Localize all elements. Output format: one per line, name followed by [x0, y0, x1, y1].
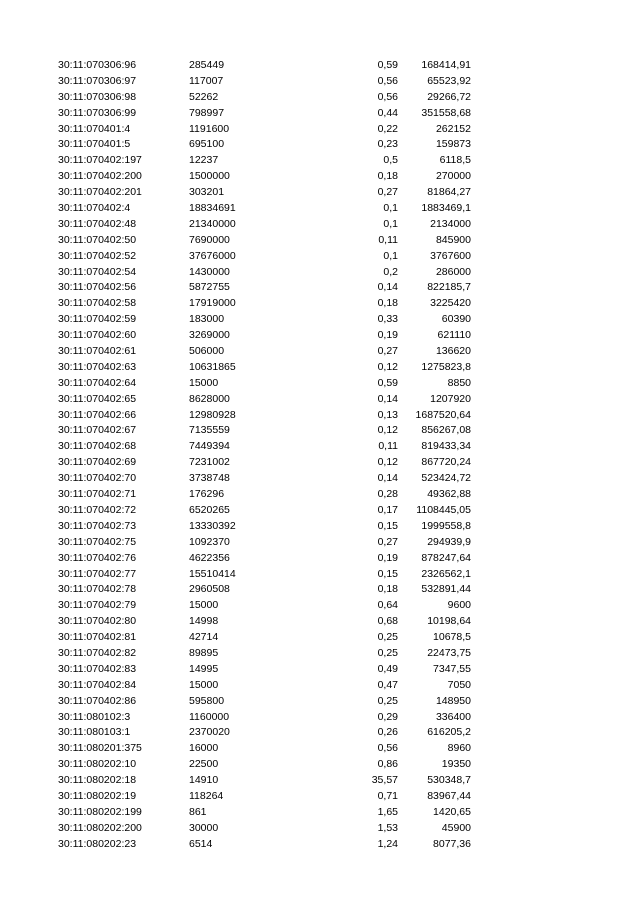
rate-cell: 0,23 [377, 138, 398, 151]
sum-cell: 3767600 [430, 249, 471, 262]
cadastral-value-cell: 15510414 [189, 567, 236, 580]
table-row [0, 376, 640, 392]
cadastral-value-cell: 118264 [189, 789, 224, 802]
sum-cell: 845900 [435, 233, 471, 246]
cadastral-number-cell: 30:11:070402:84 [58, 678, 137, 691]
sum-cell: 532891,44 [421, 583, 471, 596]
table-row [0, 439, 640, 455]
cadastral-value-cell: 3738748 [189, 472, 230, 485]
cadastral-number-cell: 30:11:080202:10 [58, 758, 137, 771]
rate-cell: 0,25 [377, 631, 398, 644]
rate-cell: 0,12 [377, 456, 398, 469]
cadastral-value-cell: 17919000 [189, 297, 236, 310]
rate-cell: 0,59 [377, 59, 398, 71]
cadastral-value-cell: 18834691 [189, 202, 236, 215]
sum-cell: 45900 [441, 821, 471, 834]
cadastral-value-cell: 1191600 [189, 122, 230, 135]
table-row [0, 201, 640, 217]
sum-cell: 10198,64 [427, 615, 471, 628]
sum-cell: 1999558,8 [421, 519, 471, 532]
table-row [0, 710, 640, 726]
rate-cell: 0,27 [377, 186, 398, 199]
rate-cell: 0,27 [377, 535, 398, 548]
cadastral-value-cell: 7449394 [189, 440, 230, 453]
rate-cell: 0,28 [377, 488, 398, 501]
cadastral-number-cell: 30:11:070401:4 [58, 122, 131, 135]
rate-cell: 0,1 [383, 202, 398, 215]
cadastral-number-cell: 30:11:070402:80 [58, 615, 137, 628]
table-row [0, 74, 640, 90]
table-row [0, 90, 640, 106]
table-row [0, 344, 640, 360]
cadastral-number-cell: 30:11:080103:1 [58, 726, 131, 739]
rate-cell: 0,33 [377, 313, 398, 326]
sum-cell: 9600 [447, 599, 471, 612]
table-row [0, 423, 640, 439]
cadastral-value-cell: 89895 [189, 646, 219, 659]
rate-cell: 1,65 [377, 805, 398, 818]
cadastral-value-cell: 4622356 [189, 551, 230, 564]
rate-cell: 0,15 [377, 519, 398, 532]
sum-cell: 1275823,8 [421, 360, 471, 373]
cadastral-value-cell: 595800 [189, 694, 225, 707]
cadastral-value-cell: 8628000 [189, 392, 230, 405]
table-row [0, 582, 640, 598]
table-row [0, 773, 640, 789]
cadastral-value-cell: 7690000 [189, 233, 230, 246]
sum-cell: 65523,92 [427, 74, 471, 87]
sum-cell: 1687520,64 [415, 408, 471, 421]
table-row [0, 741, 640, 757]
table-row [0, 249, 640, 265]
cadastral-value-cell: 6514 [189, 837, 213, 850]
cadastral-value-cell: 285449 [189, 59, 225, 71]
cadastral-value-cell: 3269000 [189, 329, 230, 342]
sum-cell: 2134000 [430, 217, 471, 230]
cadastral-number-cell: 30:11:070402:79 [58, 599, 137, 612]
cadastral-number-cell: 30:11:070402:52 [58, 249, 137, 262]
cadastral-number-cell: 30:11:070402:81 [58, 631, 137, 644]
rate-cell: 0,71 [377, 789, 398, 802]
cadastral-value-cell: 6520265 [189, 503, 230, 516]
sum-cell: 49362,88 [427, 488, 471, 501]
table-row [0, 312, 640, 328]
cadastral-value-cell: 14910 [189, 774, 219, 787]
sum-cell: 1108445,05 [416, 503, 471, 516]
sum-cell: 136620 [435, 345, 471, 358]
table-row [0, 137, 640, 153]
table-row [0, 757, 640, 773]
sum-cell: 351558,68 [421, 106, 471, 119]
cadastral-value-cell: 303201 [189, 186, 225, 199]
cadastral-number-cell: 30:11:070402:58 [58, 297, 137, 310]
rate-cell: 0,44 [377, 106, 398, 119]
table-row [0, 519, 640, 535]
rate-cell: 0,18 [377, 297, 398, 310]
table-row [0, 821, 640, 837]
cadastral-value-cell: 15000 [189, 678, 219, 691]
table-row [0, 805, 640, 821]
cadastral-number-cell: 30:11:080102:3 [58, 710, 131, 723]
cadastral-value-cell: 42714 [189, 631, 219, 644]
rate-cell: 0,22 [377, 122, 398, 135]
table-row [0, 185, 640, 201]
cadastral-number-cell: 30:11:070306:98 [58, 90, 137, 103]
cadastral-number-cell: 30:11:070402:48 [58, 217, 137, 230]
table-row [0, 662, 640, 678]
rate-cell: 0,2 [383, 265, 398, 278]
cadastral-value-cell: 1430000 [189, 265, 230, 278]
cadastral-value-cell: 2960508 [189, 583, 230, 596]
sum-cell: 83967,44 [427, 789, 471, 802]
sum-cell: 1420,65 [433, 805, 471, 818]
sum-cell: 6118,5 [439, 154, 471, 167]
cadastral-value-cell: 1092370 [189, 535, 230, 548]
table-row [0, 455, 640, 471]
cadastral-number-cell: 30:11:070402:73 [58, 519, 137, 532]
rate-cell: 0,14 [377, 392, 398, 405]
cadastral-number-cell: 30:11:070402:82 [58, 646, 137, 659]
cadastral-value-cell: 7135559 [189, 424, 230, 437]
cadastral-number-cell: 30:11:070402:197 [58, 154, 142, 167]
cadastral-number-cell: 30:11:070402:64 [58, 376, 137, 389]
rate-cell: 0,1 [383, 217, 398, 230]
cadastral-value-cell: 798997 [189, 106, 225, 119]
cadastral-number-cell: 30:11:080202:19 [58, 789, 137, 802]
cadastral-value-cell: 10631865 [189, 360, 236, 373]
table-row [0, 106, 640, 122]
rate-cell: 0,11 [378, 233, 398, 246]
rate-cell: 1,53 [377, 821, 398, 834]
cadastral-number-cell: 30:11:070402:77 [58, 567, 137, 580]
cadastral-value-cell: 5872755 [189, 281, 230, 294]
table-row [0, 678, 640, 694]
sum-cell: 867720,24 [421, 456, 471, 469]
table-row [0, 169, 640, 185]
cadastral-number-cell: 30:11:070402:200 [58, 170, 142, 183]
cadastral-number-cell: 30:11:070402:50 [58, 233, 137, 246]
rate-cell: 0,12 [377, 360, 398, 373]
rate-cell: 0,13 [377, 408, 398, 421]
cadastral-value-cell: 176296 [189, 488, 225, 501]
table-row [0, 408, 640, 424]
cadastral-number-cell: 30:11:070402:60 [58, 329, 137, 342]
sum-cell: 10678,5 [433, 631, 471, 644]
sum-cell: 270000 [435, 170, 471, 183]
sum-cell: 262152 [435, 122, 471, 135]
cadastral-number-cell: 30:11:070402:68 [58, 440, 137, 453]
cadastral-number-cell: 30:11:070306:96 [58, 59, 137, 71]
cadastral-number-cell: 30:11:070402:61 [58, 345, 137, 358]
sum-cell: 286000 [435, 265, 471, 278]
cadastral-number-cell: 30:11:070402:67 [58, 424, 137, 437]
sum-cell: 148950 [435, 694, 471, 707]
sum-cell: 8850 [447, 376, 471, 389]
cadastral-value-cell: 2370020 [189, 726, 230, 739]
cadastral-value-cell: 7231002 [189, 456, 230, 469]
rate-cell: 0,86 [377, 758, 398, 771]
cadastral-value-cell: 1160000 [189, 710, 230, 723]
table-row [0, 58, 640, 74]
cadastral-value-cell: 16000 [189, 742, 219, 755]
sum-cell: 2326562,1 [421, 567, 471, 580]
rate-cell: 0,25 [377, 694, 398, 707]
cadastral-number-cell: 30:11:070402:54 [58, 265, 137, 278]
cadastral-value-cell: 15000 [189, 599, 219, 612]
cadastral-value-cell: 37676000 [189, 249, 236, 262]
cadastral-number-cell: 30:11:070402:70 [58, 472, 137, 485]
rate-cell: 0,56 [377, 74, 398, 87]
table-row [0, 598, 640, 614]
cadastral-value-cell: 117007 [189, 74, 224, 87]
sum-cell: 8077,36 [433, 837, 471, 850]
sum-cell: 523424,72 [421, 472, 471, 485]
table-row [0, 694, 640, 710]
sum-cell: 294939,9 [427, 535, 471, 548]
table-row [0, 153, 640, 169]
sum-cell: 530348,7 [427, 774, 471, 787]
cadastral-value-cell: 183000 [189, 313, 225, 326]
rate-cell: 0,68 [377, 615, 398, 628]
cadastral-number-cell: 30:11:080202:200 [58, 821, 142, 834]
rate-cell: 35,57 [371, 774, 398, 787]
cadastral-number-cell: 30:11:070306:97 [58, 74, 137, 87]
cadastral-number-cell: 30:11:080201:375 [58, 742, 142, 755]
cadastral-value-cell: 22500 [189, 758, 219, 771]
cadastral-value-cell: 14995 [189, 662, 219, 675]
sum-cell: 822185,7 [427, 281, 471, 294]
table-row [0, 487, 640, 503]
sum-cell: 3225420 [430, 297, 471, 310]
cadastral-value-cell: 1500000 [189, 170, 230, 183]
rate-cell: 0,14 [377, 281, 398, 294]
table-row [0, 122, 640, 138]
table-row [0, 392, 640, 408]
cadastral-number-cell: 30:11:070402:65 [58, 392, 137, 405]
cadastral-value-cell: 695100 [189, 138, 225, 151]
sum-cell: 7050 [447, 678, 471, 691]
rate-cell: 0,49 [377, 662, 398, 675]
table-row [0, 646, 640, 662]
sum-cell: 60390 [441, 313, 471, 326]
cadastral-number-cell: 30:11:070402:71 [58, 488, 137, 501]
rate-cell: 0,27 [377, 345, 398, 358]
table-row [0, 328, 640, 344]
cadastral-value-cell: 506000 [189, 345, 225, 358]
cadastral-number-cell: 30:11:080202:18 [58, 774, 137, 787]
rate-cell: 0,5 [383, 154, 398, 167]
rate-cell: 0,56 [377, 742, 398, 755]
table-row [0, 725, 640, 741]
sum-cell: 159873 [435, 138, 471, 151]
sum-cell: 7347,55 [433, 662, 471, 675]
cadastral-number-cell: 30:11:070402:75 [58, 535, 137, 548]
cadastral-value-cell: 30000 [189, 821, 219, 834]
rate-cell: 0,18 [377, 170, 398, 183]
table-row [0, 296, 640, 312]
rate-cell: 0,12 [377, 424, 398, 437]
cadastral-number-cell: 30:11:080202:23 [58, 837, 137, 850]
table-row [0, 535, 640, 551]
cadastral-number-cell: 30:11:070402:83 [58, 662, 137, 675]
rate-cell: 0,14 [377, 472, 398, 485]
rate-cell: 0,11 [378, 440, 398, 453]
rate-cell: 0,64 [377, 599, 398, 612]
table-row [0, 233, 640, 249]
table-row [0, 265, 640, 281]
table-row [0, 471, 640, 487]
sum-cell: 1883469,1 [421, 202, 471, 215]
sum-cell: 168414,91 [421, 59, 471, 71]
rate-cell: 0,18 [377, 583, 398, 596]
cadastral-value-cell: 13330392 [189, 519, 236, 532]
sum-cell: 819433,34 [421, 440, 471, 453]
cadastral-number-cell: 30:11:070401:5 [58, 138, 131, 151]
sum-cell: 22473,75 [427, 646, 471, 659]
rate-cell: 0,26 [377, 726, 398, 739]
cadastral-number-cell: 30:11:070402:76 [58, 551, 137, 564]
cadastral-number-cell: 30:11:070306:99 [58, 106, 137, 119]
table-row [0, 630, 640, 646]
cadastral-value-cell: 861 [189, 805, 207, 818]
sum-cell: 878247,64 [421, 551, 471, 564]
rate-cell: 1,24 [377, 837, 398, 850]
rate-cell: 0,19 [377, 329, 398, 342]
cadastral-value-cell: 15000 [189, 376, 219, 389]
cadastral-number-cell: 30:11:070402:4 [58, 202, 131, 215]
rate-cell: 0,29 [377, 710, 398, 723]
sum-cell: 336400 [435, 710, 471, 723]
table-row [0, 789, 640, 805]
table-row [0, 567, 640, 583]
table-row [0, 217, 640, 233]
sum-cell: 1207920 [430, 392, 471, 405]
cadastral-value-cell: 12980928 [189, 408, 236, 421]
sum-cell: 81864,27 [427, 186, 471, 199]
rate-cell: 0,47 [377, 678, 398, 691]
cadastral-value-cell: 52262 [189, 90, 219, 103]
cadastral-number-cell: 30:11:070402:78 [58, 583, 137, 596]
sum-cell: 19350 [441, 758, 471, 771]
cadastral-number-cell: 30:11:070402:66 [58, 408, 137, 421]
cadastral-number-cell: 30:11:070402:59 [58, 313, 137, 326]
cadastral-number-cell: 30:11:070402:56 [58, 281, 137, 294]
cadastral-number-cell: 30:11:080202:199 [58, 805, 142, 818]
cadastral-number-cell: 30:11:070402:86 [58, 694, 137, 707]
rate-cell: 0,25 [377, 646, 398, 659]
rate-cell: 0,1 [383, 249, 398, 262]
cadastral-value-cell: 21340000 [189, 217, 236, 230]
table-row [0, 360, 640, 376]
table-row [0, 280, 640, 296]
cadastral-number-cell: 30:11:070402:201 [58, 186, 142, 199]
rate-cell: 0,56 [377, 90, 398, 103]
cadastral-value-cell: 12237 [189, 154, 219, 167]
sum-cell: 856267,08 [421, 424, 471, 437]
table-row [0, 614, 640, 630]
rate-cell: 0,19 [377, 551, 398, 564]
cadastral-value-cell: 14998 [189, 615, 219, 628]
cadastral-number-cell: 30:11:070402:69 [58, 456, 137, 469]
table-row [0, 551, 640, 567]
table-row [0, 837, 640, 853]
rate-cell: 0,15 [377, 567, 398, 580]
rate-cell: 0,17 [377, 503, 398, 516]
spreadsheet-table [0, 58, 640, 853]
sum-cell: 8960 [447, 742, 471, 755]
sum-cell: 616205,2 [427, 726, 471, 739]
cadastral-number-cell: 30:11:070402:63 [58, 360, 137, 373]
cadastral-number-cell: 30:11:070402:72 [58, 503, 137, 516]
rate-cell: 0,59 [377, 376, 398, 389]
table-row [0, 503, 640, 519]
sum-cell: 621110 [437, 329, 471, 342]
sum-cell: 29266,72 [427, 90, 471, 103]
